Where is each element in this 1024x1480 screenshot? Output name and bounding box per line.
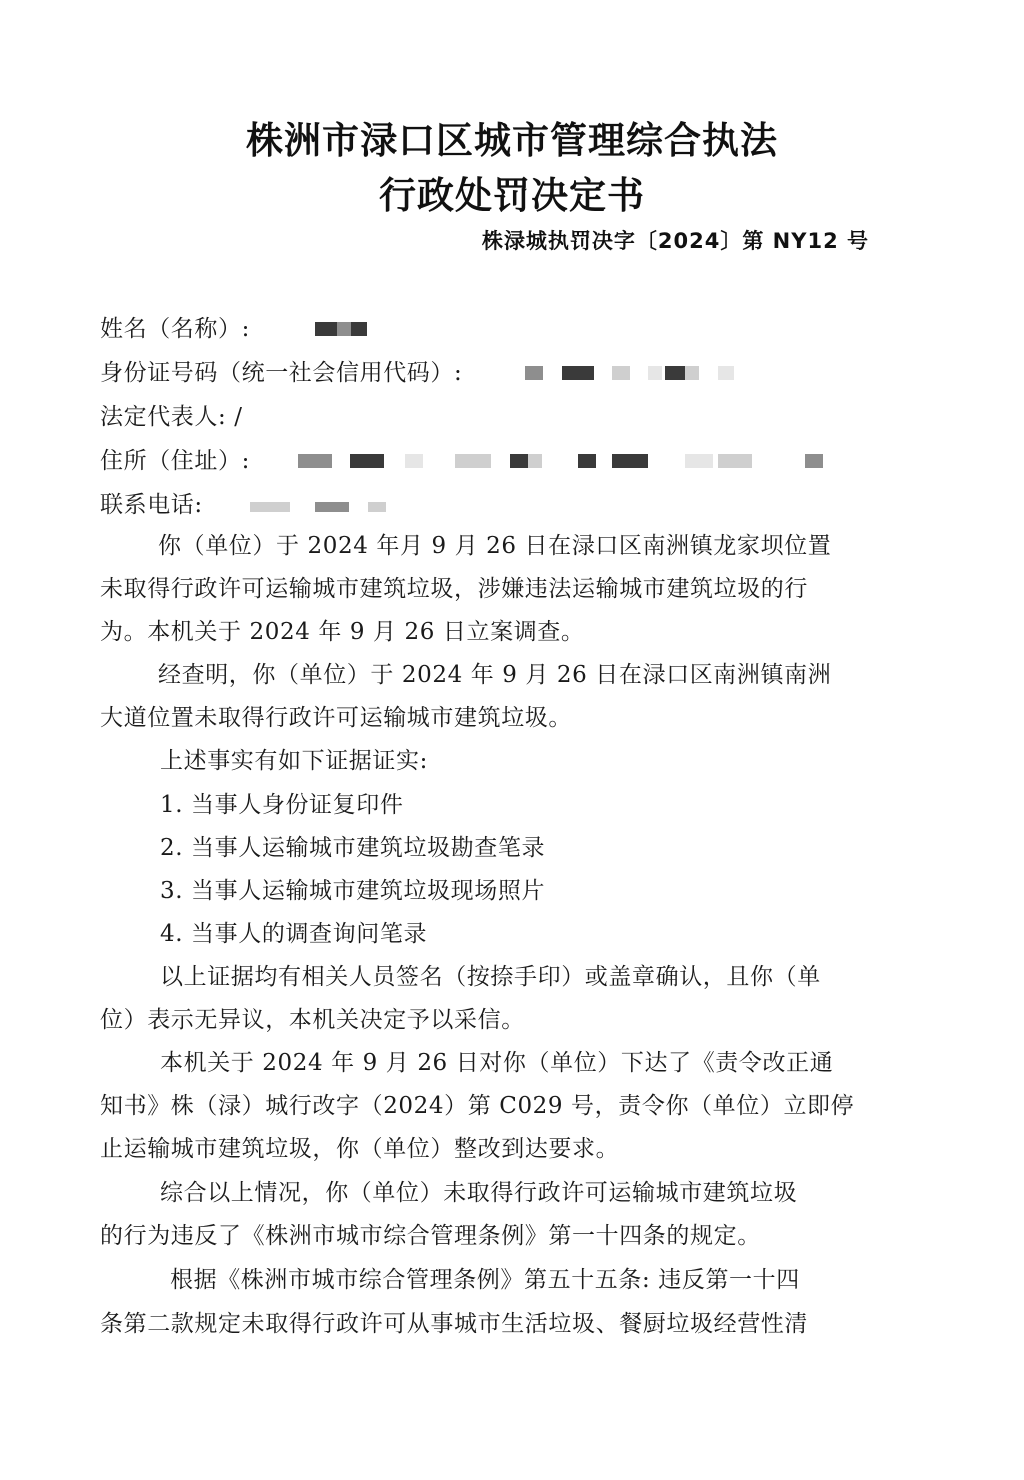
- redacted-block: [350, 454, 384, 468]
- redacted-block: [368, 502, 386, 512]
- body-line: 为。本机关于 2024 年 9 月 26 日立案调查。: [100, 619, 585, 645]
- address-label: 住所（住址）:: [100, 448, 250, 474]
- redacted-block: [405, 454, 423, 468]
- redacted-block: [612, 454, 648, 468]
- document-number: 株渌城执罚决字〔2024〕第 NY12 号: [481, 229, 869, 253]
- evidence-item: 3. 当事人运输城市建筑垃圾现场照片: [160, 878, 546, 904]
- redacted-block: [528, 454, 542, 468]
- redacted-block: [685, 366, 699, 380]
- body-line: 以上证据均有相关人员签名（按捺手印）或盖章确认，且你（单: [160, 964, 821, 990]
- redacted-block: [315, 322, 337, 336]
- redacted-block: [337, 322, 351, 336]
- name-row: [100, 308, 870, 351]
- redacted-block: [665, 366, 685, 380]
- body-line: 大道位置未取得行政许可运输城市建筑垃圾。: [100, 705, 572, 731]
- body-line: 条第二款规定未取得行政许可从事城市生活垃圾、餐厨垃圾经营性清: [100, 1311, 808, 1337]
- body-line: 位）表示无异议，本机关决定予以采信。: [100, 1007, 525, 1033]
- document-title-line2: 行政处罚决定书: [379, 174, 645, 217]
- redacted-block: [718, 454, 752, 468]
- address-row: [100, 440, 870, 483]
- evidence-item: 1. 当事人身份证复印件: [160, 792, 404, 818]
- redacted-block: [315, 502, 349, 512]
- legal-representative-label: 法定代表人: /: [100, 404, 243, 430]
- phone-row: [100, 484, 870, 527]
- redacted-block: [510, 454, 528, 468]
- body-line: 的行为违反了《株洲市城市综合管理条例》第一十四条的规定。: [100, 1223, 761, 1249]
- redacted-block: [525, 366, 543, 380]
- redacted-block: [578, 454, 596, 468]
- body-line: 未取得行政许可运输城市建筑垃圾，涉嫌违法运输城市建筑垃圾的行: [100, 576, 808, 602]
- phone-label: 联系电话:: [100, 492, 203, 518]
- redacted-block: [250, 502, 290, 512]
- redacted-block: [612, 366, 630, 380]
- redacted-block: [805, 454, 823, 468]
- document-title-line1: 株洲市渌口区城市管理综合执法: [246, 119, 778, 162]
- legal-representative-row: [100, 396, 870, 439]
- redacted-block: [298, 454, 332, 468]
- body-line: 经查明，你（单位）于 2024 年 9 月 26 日在渌口区南洲镇南洲: [158, 662, 832, 688]
- name-label: 姓名（名称）:: [100, 316, 250, 342]
- evidence-item: 2. 当事人运输城市建筑垃圾勘查笔录: [160, 835, 546, 861]
- redacted-block: [351, 322, 367, 336]
- body-line: 你（单位）于 2024 年月 9 月 26 日在渌口区南洲镇龙家坝位置: [158, 533, 832, 559]
- redacted-block: [455, 454, 491, 468]
- body-line: 本机关于 2024 年 9 月 26 日对你（单位）下达了《责令改正通: [160, 1050, 834, 1076]
- body-line: 根据《株洲市城市综合管理条例》第五十五条: 违反第一十四: [170, 1267, 800, 1293]
- body-line: 知书》株（渌）城行改字（2024）第 C029 号，责令你（单位）立即停: [100, 1093, 855, 1119]
- id-number-row: [100, 352, 870, 395]
- redacted-block: [685, 454, 713, 468]
- body-line: 综合以上情况，你（单位）未取得行政许可运输城市建筑垃圾: [160, 1180, 798, 1206]
- body-line: 止运输城市建筑垃圾，你（单位）整改到达要求。: [100, 1136, 620, 1162]
- evidence-item: 4. 当事人的调查询问笔录: [160, 921, 428, 947]
- redacted-block: [562, 366, 594, 380]
- evidence-intro: 上述事实有如下证据证实:: [160, 748, 428, 774]
- redacted-block: [648, 366, 662, 380]
- id-number-label: 身份证号码（统一社会信用代码）:: [100, 360, 463, 386]
- redacted-block: [718, 366, 734, 380]
